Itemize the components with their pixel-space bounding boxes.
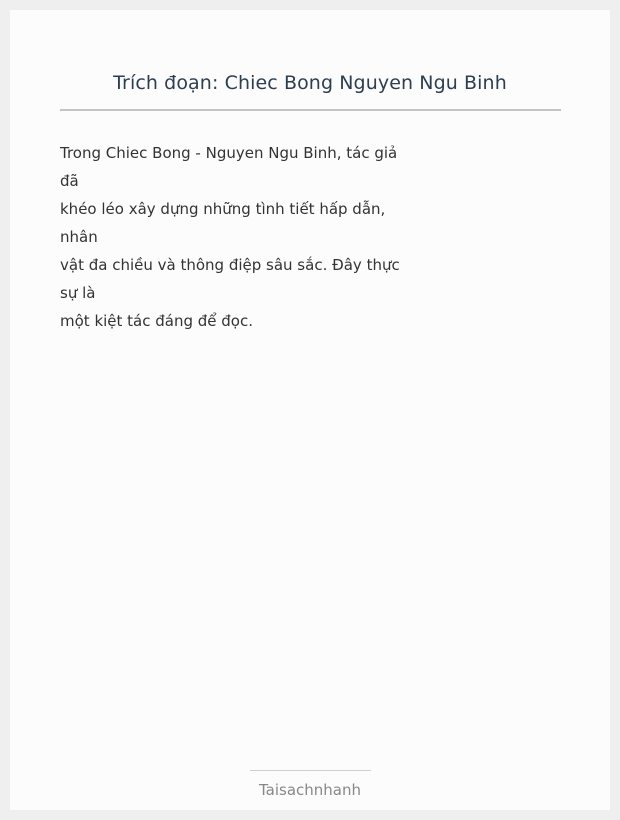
- excerpt-line: Trong Chiec Bong - Nguyen Ngu Binh, tác giả: [60, 144, 398, 162]
- excerpt-body: [60, 139, 420, 335]
- footer-divider: [250, 770, 371, 771]
- excerpt-line: khéo léo xây dựng những tình tiết hấp dẫn,: [60, 200, 386, 218]
- page-title: Trích đoạn: Chiec Bong Nguyen Ngu Binh: [113, 72, 507, 94]
- excerpt-line: vật đa chiều và thông điệp sâu sắc. Đây thực: [60, 256, 400, 274]
- excerpt-line: một kiệt tác đáng để đọc.: [60, 312, 254, 330]
- excerpt-line: nhân: [60, 228, 98, 246]
- title-divider: [60, 109, 561, 111]
- document-page: [10, 10, 610, 810]
- excerpt-line: sự là: [60, 284, 96, 302]
- footer-source: Taisachnhanh: [258, 781, 362, 799]
- excerpt-line: đã: [60, 172, 79, 190]
